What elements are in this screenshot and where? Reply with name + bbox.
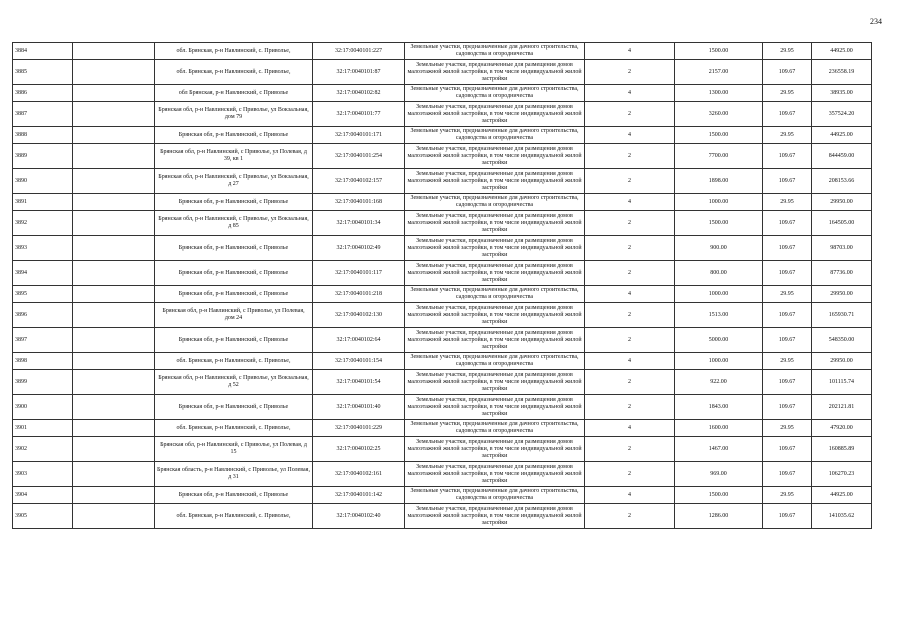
- address-cell: Брянская обл, р-н Навлинский, с Приволье: [155, 236, 313, 261]
- cadastral-number-cell: 32:17:0040102:49: [313, 236, 405, 261]
- area-cell: 1500.00: [675, 127, 763, 144]
- rate-cell: 109.67: [763, 395, 812, 420]
- blank-cell: [73, 211, 155, 236]
- address-cell: Брянская обл, р-н Навлинский, с Приволье: [155, 194, 313, 211]
- row-number-cell: 3884: [13, 43, 73, 60]
- blank-cell: [73, 303, 155, 328]
- cadastral-number-cell: 32:17:0040102:64: [313, 328, 405, 353]
- blank-cell: [73, 395, 155, 420]
- land-use-cell: Земельные участки, предназначенные для дачного строительства, садоводства и огородничества: [405, 127, 585, 144]
- row-number-cell: 3891: [13, 194, 73, 211]
- cadastral-value-cell: 29950.00: [812, 353, 872, 370]
- cadastral-number-cell: 32:17:0040101:40: [313, 395, 405, 420]
- row-number-cell: 3900: [13, 395, 73, 420]
- rate-cell: 29.95: [763, 127, 812, 144]
- cadastral-number-cell: 32:17:0040101:227: [313, 43, 405, 60]
- cadastral-value-cell: 548350.00: [812, 328, 872, 353]
- rate-cell: 109.67: [763, 236, 812, 261]
- land-use-cell: Земельные участки, предназначенные для размещения домов малоэтажной жилой застройки, в том числе индивидуальной жилой застройки: [405, 462, 585, 487]
- table-row: [13, 43, 872, 60]
- category-cell: 4: [585, 43, 675, 60]
- area-cell: 3260.00: [675, 102, 763, 127]
- address-cell: обл. Брянская, р-н Навлинский, с. Приволье,: [155, 504, 313, 529]
- address-cell: Брянская обл, р-н Навлинский, с Приволье, ул Вокзальная, д 52: [155, 370, 313, 395]
- category-cell: 4: [585, 85, 675, 102]
- table-row: [13, 420, 872, 437]
- address-cell: Брянская обл, р-н Навлинский, с Приволье: [155, 127, 313, 144]
- land-use-cell: Земельные участки, предназначенные для дачного строительства, садоводства и огородничества: [405, 353, 585, 370]
- cadastral-value-cell: 165930.71: [812, 303, 872, 328]
- category-cell: 4: [585, 194, 675, 211]
- address-cell: Брянская обл, р-н Навлинский, с Приволье: [155, 261, 313, 286]
- cadastral-value-cell: 44925.00: [812, 487, 872, 504]
- land-use-cell: Земельные участки, предназначенные для размещения домов малоэтажной жилой застройки, в том числе индивидуальной жилой застройки: [405, 60, 585, 85]
- category-cell: 2: [585, 144, 675, 169]
- land-use-cell: Земельные участки, предназначенные для размещения домов малоэтажной жилой застройки, в том числе индивидуальной жилой застройки: [405, 370, 585, 395]
- row-number-cell: 3904: [13, 487, 73, 504]
- cadastral-number-cell: 32:17:0040102:157: [313, 169, 405, 194]
- cadastral-value-cell: 98703.00: [812, 236, 872, 261]
- table-row: [13, 169, 872, 194]
- blank-cell: [73, 437, 155, 462]
- address-cell: обл Брянская, р-н Навлинский, с Приволье: [155, 85, 313, 102]
- address-cell: Брянская обл, р-н Навлинский, с Приволье, ул Вокзальная, дом 79: [155, 102, 313, 127]
- land-use-cell: Земельные участки, предназначенные для дачного строительства, садоводства и огородничества: [405, 85, 585, 102]
- area-cell: 1000.00: [675, 286, 763, 303]
- cadastral-value-cell: 141035.62: [812, 504, 872, 529]
- row-number-cell: 3894: [13, 261, 73, 286]
- table-row: [13, 504, 872, 529]
- blank-cell: [73, 370, 155, 395]
- cadastral-number-cell: 32:17:0040102:130: [313, 303, 405, 328]
- blank-cell: [73, 60, 155, 85]
- category-cell: 2: [585, 437, 675, 462]
- table-body: [13, 43, 872, 529]
- cadastral-value-cell: 101115.74: [812, 370, 872, 395]
- category-cell: 2: [585, 169, 675, 194]
- area-cell: 1500.00: [675, 43, 763, 60]
- row-number-cell: 3888: [13, 127, 73, 144]
- cadastral-number-cell: 32:17:0040102:161: [313, 462, 405, 487]
- row-number-cell: 3897: [13, 328, 73, 353]
- area-cell: 800.00: [675, 261, 763, 286]
- category-cell: 2: [585, 395, 675, 420]
- blank-cell: [73, 85, 155, 102]
- address-cell: Брянская обл, р-н Навлинский, с Приволье: [155, 395, 313, 420]
- rate-cell: 109.67: [763, 328, 812, 353]
- cadastral-value-cell: 87736.00: [812, 261, 872, 286]
- land-use-cell: Земельные участки, предназначенные для размещения домов малоэтажной жилой застройки, в том числе индивидуальной жилой застройки: [405, 504, 585, 529]
- row-number-cell: 3905: [13, 504, 73, 529]
- category-cell: 2: [585, 462, 675, 487]
- land-parcels-table: [12, 42, 872, 529]
- area-cell: 1300.00: [675, 85, 763, 102]
- rate-cell: 29.95: [763, 85, 812, 102]
- address-cell: обл. Брянская, р-н Навлинский, с. Приволье,: [155, 420, 313, 437]
- land-use-cell: Земельные участки, предназначенные для дачного строительства, садоводства и огородничества: [405, 286, 585, 303]
- cadastral-value-cell: 47920.00: [812, 420, 872, 437]
- row-number-cell: 3899: [13, 370, 73, 395]
- cadastral-value-cell: 106270.23: [812, 462, 872, 487]
- row-number-cell: 3895: [13, 286, 73, 303]
- address-cell: Брянская обл, р-н Навлинский, с Приволье: [155, 328, 313, 353]
- rate-cell: 109.67: [763, 462, 812, 487]
- land-use-cell: Земельные участки, предназначенные для размещения домов малоэтажной жилой застройки, в том числе индивидуальной жилой застройки: [405, 395, 585, 420]
- cadastral-number-cell: 32:17:0040101:77: [313, 102, 405, 127]
- rate-cell: 109.67: [763, 303, 812, 328]
- rate-cell: 29.95: [763, 420, 812, 437]
- land-use-cell: Земельные участки, предназначенные для размещения домов малоэтажной жилой застройки, в том числе индивидуальной жилой застройки: [405, 328, 585, 353]
- blank-cell: [73, 169, 155, 194]
- address-cell: Брянская обл, р-н Навлинский, с Приволье, ул Полевая, д 15: [155, 437, 313, 462]
- category-cell: 4: [585, 353, 675, 370]
- cadastral-value-cell: 357524.20: [812, 102, 872, 127]
- table-row: [13, 353, 872, 370]
- row-number-cell: 3901: [13, 420, 73, 437]
- area-cell: 2157.00: [675, 60, 763, 85]
- rate-cell: 29.95: [763, 487, 812, 504]
- table-row: [13, 60, 872, 85]
- blank-cell: [73, 420, 155, 437]
- cadastral-number-cell: 32:17:0040101:142: [313, 487, 405, 504]
- blank-cell: [73, 504, 155, 529]
- table-row: [13, 194, 872, 211]
- blank-cell: [73, 127, 155, 144]
- area-cell: 1898.00: [675, 169, 763, 194]
- rate-cell: 109.67: [763, 144, 812, 169]
- address-cell: обл. Брянская, р-н Навлинский, с. Приволье,: [155, 353, 313, 370]
- category-cell: 2: [585, 102, 675, 127]
- land-use-cell: Земельные участки, предназначенные для размещения домов малоэтажной жилой застройки, в том числе индивидуальной жилой застройки: [405, 102, 585, 127]
- area-cell: 969.00: [675, 462, 763, 487]
- blank-cell: [73, 487, 155, 504]
- row-number-cell: 3902: [13, 437, 73, 462]
- address-cell: Брянская область, р-н Навлинский, с Приволье, ул Полевая, д 31: [155, 462, 313, 487]
- blank-cell: [73, 328, 155, 353]
- category-cell: 2: [585, 328, 675, 353]
- land-use-cell: Земельные участки, предназначенные для дачного строительства, садоводства и огородничества: [405, 487, 585, 504]
- cadastral-number-cell: 32:17:0040101:229: [313, 420, 405, 437]
- cadastral-number-cell: 32:17:0040101:117: [313, 261, 405, 286]
- row-number-cell: 3903: [13, 462, 73, 487]
- rate-cell: 109.67: [763, 261, 812, 286]
- area-cell: 7700.00: [675, 144, 763, 169]
- land-use-cell: Земельные участки, предназначенные для размещения домов малоэтажной жилой застройки, в том числе индивидуальной жилой застройки: [405, 144, 585, 169]
- page-number: 234: [870, 17, 882, 26]
- area-cell: 1600.00: [675, 420, 763, 437]
- row-number-cell: 3886: [13, 85, 73, 102]
- area-cell: 1500.00: [675, 487, 763, 504]
- blank-cell: [73, 236, 155, 261]
- table-row: [13, 437, 872, 462]
- land-use-cell: Земельные участки, предназначенные для размещения домов малоэтажной жилой застройки, в том числе индивидуальной жилой застройки: [405, 303, 585, 328]
- cadastral-value-cell: 844459.00: [812, 144, 872, 169]
- rate-cell: 109.67: [763, 102, 812, 127]
- blank-cell: [73, 102, 155, 127]
- cadastral-number-cell: 32:17:0040101:168: [313, 194, 405, 211]
- row-number-cell: 3887: [13, 102, 73, 127]
- area-cell: 1843.00: [675, 395, 763, 420]
- area-cell: 922.00: [675, 370, 763, 395]
- cadastral-value-cell: 44925.00: [812, 127, 872, 144]
- area-cell: 1286.00: [675, 504, 763, 529]
- rate-cell: 109.67: [763, 504, 812, 529]
- area-cell: 5000.00: [675, 328, 763, 353]
- category-cell: 2: [585, 236, 675, 261]
- category-cell: 2: [585, 370, 675, 395]
- cadastral-number-cell: 32:17:0040101:154: [313, 353, 405, 370]
- cadastral-value-cell: 29950.00: [812, 286, 872, 303]
- cadastral-number-cell: 32:17:0040101:171: [313, 127, 405, 144]
- category-cell: 4: [585, 487, 675, 504]
- blank-cell: [73, 144, 155, 169]
- cadastral-number-cell: 32:17:0040101:254: [313, 144, 405, 169]
- table-row: [13, 328, 872, 353]
- land-use-cell: Земельные участки, предназначенные для размещения домов малоэтажной жилой застройки, в том числе индивидуальной жилой застройки: [405, 236, 585, 261]
- table-row: [13, 144, 872, 169]
- category-cell: 4: [585, 420, 675, 437]
- address-cell: Брянская обл, р-н Навлинский, с Приволье, ул Вокзальная, д 85: [155, 211, 313, 236]
- table-row: [13, 127, 872, 144]
- rate-cell: 109.67: [763, 370, 812, 395]
- category-cell: 2: [585, 60, 675, 85]
- cadastral-number-cell: 32:17:0040101:54: [313, 370, 405, 395]
- area-cell: 900.00: [675, 236, 763, 261]
- table-row: [13, 261, 872, 286]
- address-cell: Брянская обл, р-н Навлинский, с Приволье, ул Полевая, д 39, кв 1: [155, 144, 313, 169]
- land-use-cell: Земельные участки, предназначенные для дачного строительства, садоводства и огородничества: [405, 420, 585, 437]
- rate-cell: 29.95: [763, 43, 812, 60]
- cadastral-value-cell: 164505.00: [812, 211, 872, 236]
- blank-cell: [73, 43, 155, 60]
- address-cell: Брянская обл, р-н Навлинский, с Приволье, ул Полевая, дом 24: [155, 303, 313, 328]
- address-cell: обл. Брянская, р-н Навлинский, с. Приволье,: [155, 43, 313, 60]
- rate-cell: 109.67: [763, 169, 812, 194]
- address-cell: Брянская обл, р-н Навлинский, с Приволье: [155, 487, 313, 504]
- area-cell: 1000.00: [675, 353, 763, 370]
- table-row: [13, 303, 872, 328]
- category-cell: 4: [585, 127, 675, 144]
- blank-cell: [73, 353, 155, 370]
- cadastral-number-cell: 32:17:0040102:25: [313, 437, 405, 462]
- category-cell: 2: [585, 211, 675, 236]
- table-row: [13, 286, 872, 303]
- blank-cell: [73, 462, 155, 487]
- cadastral-value-cell: 29950.00: [812, 194, 872, 211]
- category-cell: 2: [585, 303, 675, 328]
- rate-cell: 109.67: [763, 437, 812, 462]
- category-cell: 2: [585, 504, 675, 529]
- row-number-cell: 3898: [13, 353, 73, 370]
- land-use-cell: Земельные участки, предназначенные для дачного строительства, садоводства и огородничества: [405, 43, 585, 60]
- land-use-cell: Земельные участки, предназначенные для дачного строительства, садоводства и огородничества: [405, 194, 585, 211]
- rate-cell: 29.95: [763, 286, 812, 303]
- row-number-cell: 3893: [13, 236, 73, 261]
- row-number-cell: 3896: [13, 303, 73, 328]
- cadastral-number-cell: 32:17:0040102:40: [313, 504, 405, 529]
- address-cell: Брянская обл, р-н Навлинский, с Приволье, ул Вокзальная, д 27: [155, 169, 313, 194]
- rate-cell: 29.95: [763, 353, 812, 370]
- area-cell: 1467.00: [675, 437, 763, 462]
- table-row: [13, 462, 872, 487]
- row-number-cell: 3890: [13, 169, 73, 194]
- cadastral-value-cell: 236558.19: [812, 60, 872, 85]
- cadastral-number-cell: 32:17:0040101:34: [313, 211, 405, 236]
- table-row: [13, 85, 872, 102]
- blank-cell: [73, 194, 155, 211]
- cadastral-number-cell: 32:17:0040102:82: [313, 85, 405, 102]
- blank-cell: [73, 286, 155, 303]
- table-row: [13, 487, 872, 504]
- cadastral-number-cell: 32:17:0040101:87: [313, 60, 405, 85]
- area-cell: 1500.00: [675, 211, 763, 236]
- land-use-cell: Земельные участки, предназначенные для размещения домов малоэтажной жилой застройки, в том числе индивидуальной жилой застройки: [405, 437, 585, 462]
- cadastral-number-cell: 32:17:0040101:218: [313, 286, 405, 303]
- land-use-cell: Земельные участки, предназначенные для размещения домов малоэтажной жилой застройки, в том числе индивидуальной жилой застройки: [405, 261, 585, 286]
- address-cell: обл. Брянская, р-н Навлинский, с. Приволье,: [155, 60, 313, 85]
- address-cell: Брянская обл, р-н Навлинский, с Приволье: [155, 286, 313, 303]
- rate-cell: 109.67: [763, 60, 812, 85]
- blank-cell: [73, 261, 155, 286]
- row-number-cell: 3892: [13, 211, 73, 236]
- cadastral-value-cell: 38935.00: [812, 85, 872, 102]
- category-cell: 4: [585, 286, 675, 303]
- cadastral-value-cell: 202121.81: [812, 395, 872, 420]
- land-use-cell: Земельные участки, предназначенные для размещения домов малоэтажной жилой застройки, в том числе индивидуальной жилой застройки: [405, 169, 585, 194]
- category-cell: 2: [585, 261, 675, 286]
- land-use-cell: Земельные участки, предназначенные для размещения домов малоэтажной жилой застройки, в том числе индивидуальной жилой застройки: [405, 211, 585, 236]
- table-row: [13, 211, 872, 236]
- table-row: [13, 395, 872, 420]
- row-number-cell: 3885: [13, 60, 73, 85]
- area-cell: 1513.00: [675, 303, 763, 328]
- row-number-cell: 3889: [13, 144, 73, 169]
- cadastral-value-cell: 160885.89: [812, 437, 872, 462]
- table-row: [13, 102, 872, 127]
- table-row: [13, 370, 872, 395]
- table-row: [13, 236, 872, 261]
- rate-cell: 109.67: [763, 211, 812, 236]
- cadastral-value-cell: 44925.00: [812, 43, 872, 60]
- rate-cell: 29.95: [763, 194, 812, 211]
- area-cell: 1000.00: [675, 194, 763, 211]
- cadastral-value-cell: 208153.66: [812, 169, 872, 194]
